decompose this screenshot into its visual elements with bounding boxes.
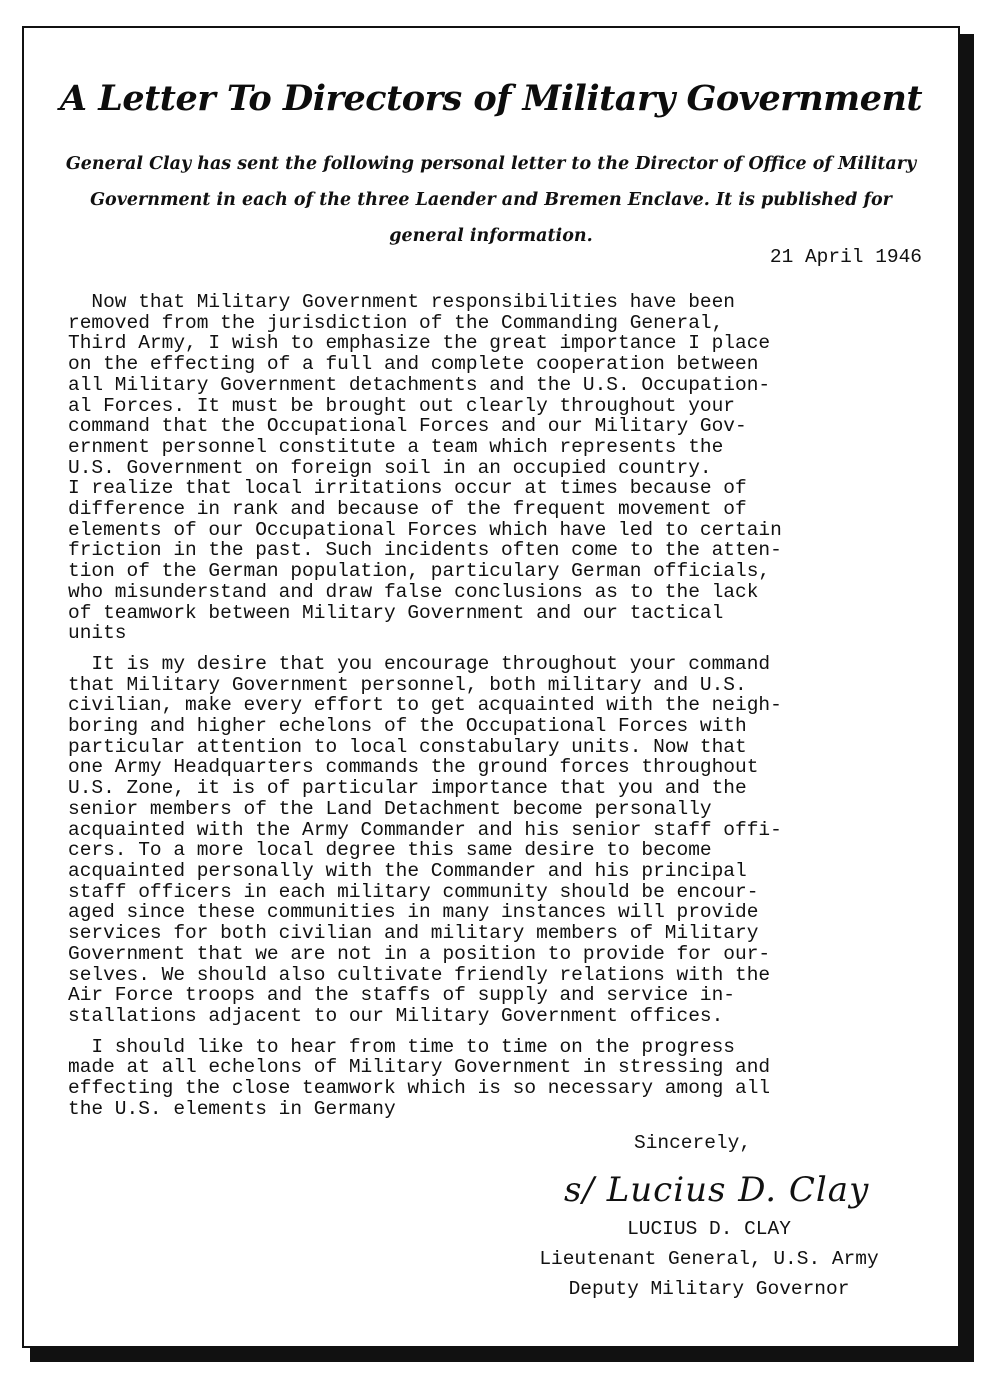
letter-page xyxy=(22,26,960,1348)
signer-rank: Lieutenant General, U.S. Army xyxy=(539,1248,879,1270)
signer-title: Deputy Military Governor xyxy=(568,1278,850,1300)
letter-body xyxy=(68,292,924,1129)
paragraph-3: I should like to hear from time to time on the progress made at all echelons of Military Government in stressing and effecting the close teamwork which is so necessary among all the U.S. elements in Germany xyxy=(68,1035,771,1120)
intro-note: General Clay has sent the following personal letter to the Director of Office of Military Government in each of the three Laender and Bremen Enclave. It is published for general information. xyxy=(65,154,917,246)
letter-date: 21 April 1946 xyxy=(769,246,922,268)
signature: s/ Lucius D. Clay xyxy=(564,1170,870,1210)
signer-name: LUCIUS D. CLAY xyxy=(627,1218,791,1240)
closing-salutation: Sincerely, xyxy=(634,1132,752,1154)
letter-title: A Letter To Directors of Military Government xyxy=(59,78,923,119)
paragraph-2: It is my desire that you encourage throughout your command that Military Government personnel, both military and U.S. civilian, make every effort to get acquainted with the neigh- boring and higher echelons of the Occupational Forces with particular attention to local constabulary units. Now that one Army Headquarters commands the ground forces throughout U.S. Zone, it is of particular importance that you and the senior members of the Land Detachment become personally acquainted with the Army Commander and his senior staff offi- cers. To a more local degree this same desire to become acquainted personally with the Commander and his principal staff officers in each military community should be encour- aged since these communities in many instances will provide services for both civilian and military members of Military Government that we are not in a position to provide for our- selves. We should also cultivate friendly relations with the Air Force troops and the staffs of supply and service in- stallations adjacent to our Military Government offices. xyxy=(68,652,782,1027)
paragraph-1: Now that Military Government responsibilities have been removed from the jurisdiction of the Commanding General, Third Army, I wish to emphasize the great importance I place on the effecting of a full and complete cooperation between all Military Government detachments and the U.S. Occupation- al Forces. It must be brought out clearly throughout your command that the Occupational Forces and our Military Gov- ernment personnel constitute a team which represents the U.S. Government on foreign soil in an occupied country. I realize that local irritations occur at times because of difference in rank and because of the frequent movement of elements of our Occupational Forces which have led to certain friction in the past. Such incidents often come to the atten- tion of the German population, particulary German officials, who misunderstand and draw false conclusions as to the lack of teamwork between Military Government and our tactical units xyxy=(68,291,782,645)
